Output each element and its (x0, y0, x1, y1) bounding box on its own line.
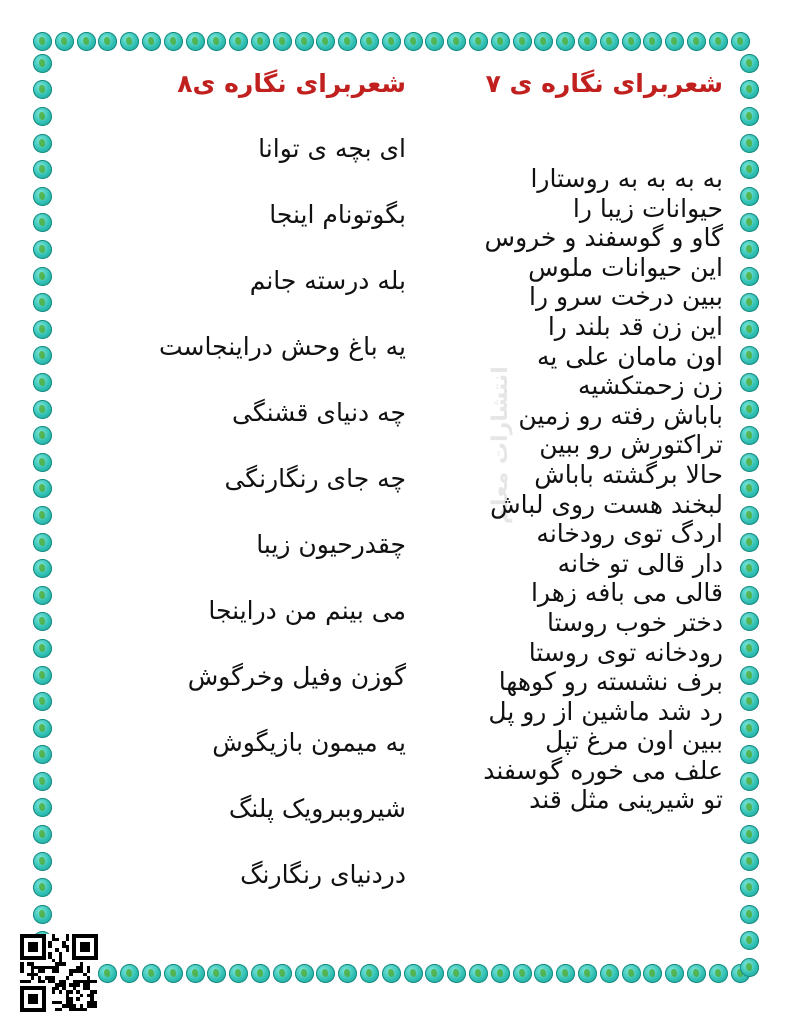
border-bead-icon (600, 32, 619, 51)
border-bead-icon (33, 878, 52, 897)
border-bead-icon (33, 479, 52, 498)
border-bead-icon (740, 160, 759, 179)
poem-line: تو شیرینی مثل قند (529, 785, 723, 815)
border-bead-icon (740, 293, 759, 312)
border-bead-icon (338, 32, 357, 51)
qr-module (76, 997, 80, 1001)
poem-line: بگوتونام اینجا (269, 200, 406, 229)
border-bead-icon (120, 32, 139, 51)
poem-line: این زن قد بلند را (547, 311, 723, 341)
qr-module (55, 938, 59, 942)
border-bead-icon (740, 400, 759, 419)
border-bead-icon (33, 905, 52, 924)
border-bead-icon (578, 32, 597, 51)
watermark: انتشارات معلم (488, 366, 513, 524)
poem-line: این حیوانات ملوس (528, 252, 723, 282)
border-bead-icon (643, 32, 662, 51)
border-bead-icon (740, 107, 759, 126)
border-bead-icon (33, 586, 52, 605)
border-bead-icon (33, 692, 52, 711)
poem-line: دار قالی تو خانه (557, 548, 723, 578)
border-bead-icon (447, 32, 466, 51)
border-bead-icon (33, 506, 52, 525)
qr-finder-pattern (20, 934, 46, 960)
qr-module (48, 945, 52, 949)
poem-line: ای بچه ی توانا (258, 134, 406, 163)
qr-module (87, 969, 91, 973)
qr-module (94, 990, 98, 994)
border-bead-icon (164, 964, 183, 983)
qr-module (66, 938, 70, 942)
poem-line: یه میمون بازیگوش (212, 728, 406, 757)
border-bead-icon (207, 32, 226, 51)
border-bead-icon (740, 586, 759, 605)
border-bead-icon (556, 964, 575, 983)
border-bead-icon (740, 719, 759, 738)
border-bead-icon (740, 692, 759, 711)
border-bead-icon (186, 32, 205, 51)
border-bead-icon (316, 32, 335, 51)
border-bead-icon (740, 373, 759, 392)
border-bead-icon (709, 32, 728, 51)
border-bead-icon (578, 964, 597, 983)
border-bead-icon (33, 213, 52, 232)
border-bead-icon (142, 964, 161, 983)
poem-line: حالا برگشته باباش (534, 459, 723, 489)
border-bead-icon (534, 32, 553, 51)
border-bead-icon (33, 240, 52, 259)
border-bead-icon (33, 825, 52, 844)
border-bead-icon (740, 479, 759, 498)
border-bead-icon (740, 745, 759, 764)
border-bead-icon (273, 964, 292, 983)
border-bead-icon (33, 267, 52, 286)
poem-line: یه باغ وحش دراینجاست (159, 332, 406, 361)
border-bead-icon (425, 964, 444, 983)
border-bead-icon (360, 964, 379, 983)
border-bead-icon (740, 213, 759, 232)
poem-7-column (413, 64, 723, 815)
border-bead-icon (338, 964, 357, 983)
border-bead-icon (740, 798, 759, 817)
poem-7-lines (413, 164, 723, 815)
border-bead-icon (740, 958, 759, 977)
poem-line: بله درسته جانم (249, 266, 406, 295)
poem-line: دختر خوب روستا (547, 607, 723, 637)
border-bead-icon (491, 32, 510, 51)
border-bead-icon (740, 240, 759, 259)
border-bead-icon (731, 32, 750, 51)
qr-module (69, 990, 73, 994)
border-bead-icon (740, 80, 759, 99)
poem-line: ببین درخت سرو را (529, 282, 723, 312)
border-bead-icon (447, 964, 466, 983)
border-bead-icon (556, 32, 575, 51)
qr-module (41, 980, 45, 984)
border-bead-icon (120, 964, 139, 983)
border-bead-icon (33, 612, 52, 631)
qr-module (31, 976, 35, 980)
border-bead-icon (709, 964, 728, 983)
qr-module (20, 969, 24, 973)
border-bead-icon (77, 32, 96, 51)
qr-module (62, 962, 66, 966)
border-bead-icon (33, 533, 52, 552)
border-bead-icon (740, 852, 759, 871)
border-bead-icon (740, 134, 759, 153)
poem-line: قالی می بافه زهرا (530, 578, 723, 608)
poem-line: ببین اون مرغ تپل (545, 726, 723, 756)
border-bead-icon (740, 905, 759, 924)
border-bead-icon (142, 32, 161, 51)
border-bead-icon (740, 320, 759, 339)
border-bead-icon (33, 373, 52, 392)
poem-line: حیوانات زیبا را (572, 193, 723, 223)
border-bead-icon (382, 32, 401, 51)
qr-module (66, 976, 70, 980)
border-bead-icon (665, 32, 684, 51)
poem-line: گوزن وفیل وخرگوش (187, 662, 406, 691)
border-bead-icon (740, 453, 759, 472)
poem-line: دردنیای رنگارنگ (240, 860, 406, 889)
border-bead-icon (33, 32, 52, 51)
poem-8-title: شعربرای نگاره ی۸ (177, 69, 406, 98)
border-bead-icon (33, 80, 52, 99)
border-bead-icon (469, 32, 488, 51)
border-bead-icon (33, 453, 52, 472)
poem-line: اون مامان علی یه (537, 341, 723, 371)
border-bead-icon (740, 931, 759, 950)
border-bead-icon (295, 32, 314, 51)
border-bead-icon (740, 54, 759, 73)
border-bead-icon (33, 719, 52, 738)
border-bead-icon (33, 107, 52, 126)
poem-line: رودخانه توی روستا (528, 637, 723, 667)
border-bead-icon (740, 825, 759, 844)
border-bead-icon (229, 964, 248, 983)
poem-line: زن زحمتکشیه (578, 371, 723, 401)
qr-module (27, 980, 31, 984)
qr-module (94, 980, 98, 984)
border-bead-icon (33, 852, 52, 871)
poem-line: می بینم من دراینجا (208, 596, 406, 625)
border-bead-icon (740, 267, 759, 286)
border-bead-icon (316, 964, 335, 983)
border-bead-icon (513, 964, 532, 983)
border-bead-icon (740, 666, 759, 685)
poem-8-lines (96, 132, 406, 924)
border-bead-icon (33, 346, 52, 365)
border-bead-icon (98, 32, 117, 51)
qr-module (66, 948, 70, 952)
border-bead-icon (33, 798, 52, 817)
poem-line: چه دنیای قشنگی (231, 398, 406, 427)
border-bead-icon (55, 32, 74, 51)
qr-module (59, 1008, 63, 1012)
border-bead-icon (469, 964, 488, 983)
poem-line: به به به به روستارا (530, 164, 723, 193)
border-bead-icon (740, 426, 759, 445)
poem-line: علف می خوره گوسفند (483, 755, 723, 785)
border-bead-icon (425, 32, 444, 51)
poem-line: رد شد ماشین از رو پل (488, 696, 723, 726)
poem-line: تراکتورش رو ببین (539, 430, 723, 460)
border-bead-icon (164, 32, 183, 51)
border-bead-icon (207, 964, 226, 983)
poem-line: شیروببرویک پلنگ (228, 794, 406, 823)
border-bead-icon (404, 964, 423, 983)
poem-line: برف نشسته رو کوهها (498, 667, 723, 697)
border-bead-icon (251, 964, 270, 983)
qr-module (80, 994, 84, 998)
border-bead-icon (33, 745, 52, 764)
qr-module (83, 1008, 87, 1012)
border-bead-icon (382, 964, 401, 983)
border-bead-icon (740, 772, 759, 791)
border-bead-icon (33, 160, 52, 179)
qr-module (76, 983, 80, 987)
qr-module (94, 1004, 98, 1008)
border-bead-icon (687, 32, 706, 51)
border-bead-icon (251, 32, 270, 51)
border-bead-icon (33, 293, 52, 312)
border-bead-icon (534, 964, 553, 983)
border-bead-icon (33, 134, 52, 153)
poem-line: چقدرحیون زیبا (256, 530, 406, 559)
border-bead-icon (229, 32, 248, 51)
border-bead-icon (740, 878, 759, 897)
border-bead-icon (740, 612, 759, 631)
poem-line: اردگ توی رودخانه (536, 519, 723, 549)
border-bead-icon (33, 320, 52, 339)
border-bead-icon (33, 426, 52, 445)
border-bead-icon (33, 666, 52, 685)
poem-line: لبخند هست روی لباش (490, 489, 723, 519)
border-bead-icon (622, 964, 641, 983)
border-bead-icon (33, 400, 52, 419)
border-bead-icon (665, 964, 684, 983)
border-bead-icon (360, 32, 379, 51)
qr-module (55, 969, 59, 973)
border-bead-icon (33, 54, 52, 73)
border-bead-icon (740, 559, 759, 578)
border-bead-icon (186, 964, 205, 983)
border-bead-icon (740, 533, 759, 552)
border-bead-icon (33, 639, 52, 658)
border-bead-icon (600, 964, 619, 983)
border-bead-icon (740, 639, 759, 658)
border-bead-icon (643, 964, 662, 983)
border-bead-icon (687, 964, 706, 983)
poem-8-column (96, 64, 406, 924)
qr-finder-pattern (72, 934, 98, 960)
border-bead-icon (491, 964, 510, 983)
border-bead-icon (740, 187, 759, 206)
qr-module (69, 973, 73, 977)
poem-7-title: شعربرای نگاره ی ۷ (485, 69, 723, 98)
border-bead-icon (740, 346, 759, 365)
border-bead-icon (513, 32, 532, 51)
qr-module (41, 969, 45, 973)
poem-line: باباش رفته رو زمین (518, 400, 723, 430)
border-bead-icon (33, 187, 52, 206)
border-bead-icon (273, 32, 292, 51)
qr-module (59, 990, 63, 994)
poem-line: گاو و گوسفند و خروس (484, 223, 723, 253)
qr-module (52, 990, 56, 994)
border-bead-icon (33, 559, 52, 578)
border-bead-icon (98, 964, 117, 983)
border-bead-icon (295, 964, 314, 983)
border-bead-icon (740, 506, 759, 525)
border-bead-icon (404, 32, 423, 51)
border-bead-icon (33, 772, 52, 791)
qr-code[interactable] (20, 934, 98, 1012)
poem-line: چه جای رنگارنگی (224, 464, 406, 493)
qr-finder-pattern (20, 986, 46, 1012)
border-bead-icon (622, 32, 641, 51)
